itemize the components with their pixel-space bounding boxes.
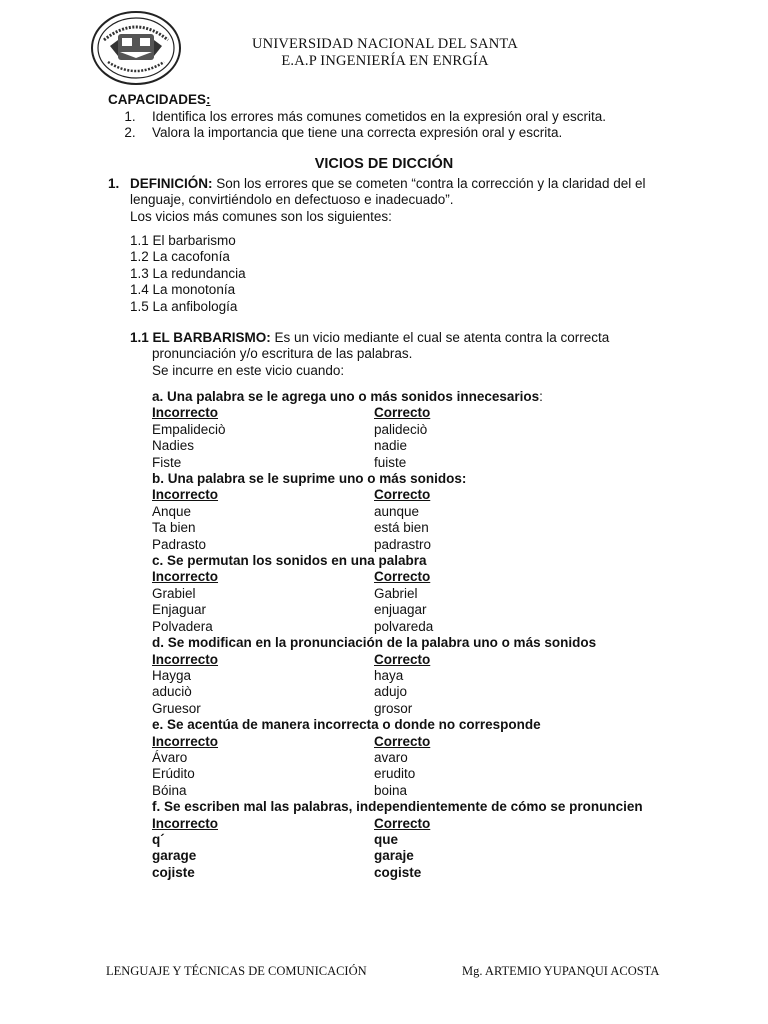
university-name: UNIVERSIDAD NACIONAL DEL SANTA — [252, 36, 518, 52]
vicio-list-item: 1.3 La redundancia — [130, 265, 246, 281]
barbarismo-text-1: Es un vicio mediante el cual se atenta contra la correcta — [274, 330, 610, 345]
correct-word: fuiste — [374, 454, 407, 470]
incorrect-word: Nadies — [152, 438, 195, 454]
case-row — [152, 586, 672, 602]
definition-text-2: Los vicios más comunes son los siguientes: — [130, 208, 392, 224]
incorrect-word: Ávaro — [152, 749, 188, 765]
case-row — [152, 783, 672, 799]
case-title-text: d. Se modifican en la pronunciación de la palabra uno o más sonidos — [152, 635, 597, 651]
case-column-headers — [152, 734, 672, 750]
case-row — [152, 455, 672, 471]
incorrect-header: Incorrecto — [152, 651, 219, 667]
incorrect-word: Anque — [152, 503, 192, 519]
incorrect-word: aduciò — [152, 684, 192, 700]
capacidad-number: 2. — [124, 125, 136, 141]
case-row — [152, 438, 672, 454]
incorrect-word: garage — [152, 848, 197, 864]
incorrect-header: Incorrecto — [152, 569, 219, 585]
university-header — [200, 36, 570, 70]
incorrect-word: Grabiel — [152, 585, 196, 601]
barbarismo-paragraph — [130, 330, 660, 379]
incorrect-word: Hayga — [152, 667, 192, 683]
case-title — [152, 553, 672, 569]
incorrect-word: Ta bien — [152, 520, 196, 536]
footer-author: Mg. ARTEMIO YUPANQUI ACOSTA — [462, 964, 660, 978]
case-column-headers — [152, 652, 672, 668]
correct-word: haya — [374, 667, 404, 683]
correct-word: erudito — [374, 766, 416, 782]
correct-word: adujo — [374, 684, 408, 700]
case-row — [152, 619, 672, 635]
barbarismo-text-2: pronunciación y/o escritura de las palabras. — [152, 346, 413, 362]
case-title-text: a. Una palabra se le agrega uno o más sonidos innecesarios — [152, 389, 540, 404]
case-block — [152, 717, 672, 799]
correct-word: polvareda — [374, 618, 434, 634]
correct-word: aunque — [374, 503, 420, 519]
definition-number: 1. — [108, 176, 120, 191]
case-row — [152, 537, 672, 553]
footer-course: LENGUAJE Y TÉCNICAS DE COMUNICACIÓN — [106, 964, 367, 978]
case-block — [152, 799, 672, 881]
case-title-text: f. Se escriben mal las palabras, independientemente de cómo se pronuncien — [152, 799, 643, 815]
correct-word: cogiste — [374, 864, 422, 880]
case-block — [152, 635, 672, 717]
case-title-text: c. Se permutan los sonidos en una palabra — [152, 553, 427, 569]
case-title — [152, 717, 672, 733]
incorrect-word: Erúdito — [152, 766, 195, 782]
case-row — [152, 520, 672, 536]
incorrect-header: Incorrecto — [152, 815, 219, 831]
case-row — [152, 865, 672, 881]
capacidad-item — [108, 125, 606, 141]
case-column-headers — [152, 405, 672, 421]
case-row — [152, 422, 672, 438]
case-block — [152, 389, 672, 471]
correct-word: palideciò — [374, 421, 428, 437]
capacidades-label: CAPACIDADES — [108, 92, 207, 107]
vicio-list-item: 1.4 La monotonía — [130, 282, 236, 298]
incorrect-header: Incorrecto — [152, 487, 219, 503]
capacidades-list — [108, 109, 606, 142]
capacidades-colon: : — [206, 92, 211, 107]
correct-word: boina — [374, 782, 408, 798]
case-title — [152, 799, 672, 815]
incorrect-word: Gruesor — [152, 700, 201, 716]
case-title — [152, 635, 672, 651]
case-title-text: b. Una palabra se le suprime uno o más sonidos: — [152, 471, 467, 487]
correct-header: Correcto — [374, 733, 431, 749]
case-row — [152, 832, 672, 848]
definition-paragraph — [108, 176, 668, 225]
correct-word: está bien — [374, 520, 429, 536]
incorrect-word: Enjaguar — [152, 602, 207, 618]
capacidad-text: Valora la importancia que tiene una correcta expresión oral y escrita. — [152, 125, 563, 141]
vicio-list-item: 1.5 La anfibología — [130, 298, 238, 314]
capacidades-heading — [108, 92, 211, 108]
case-row — [152, 504, 672, 520]
barbarismo-text-3: Se incurre en este vicio cuando: — [152, 362, 345, 378]
case-row — [152, 766, 672, 782]
correct-word: Gabriel — [374, 585, 418, 601]
correct-word: padrastro — [374, 536, 432, 552]
case-title — [152, 389, 672, 405]
correct-word: enjuagar — [374, 602, 427, 618]
case-title — [152, 471, 672, 487]
incorrect-word: Polvadera — [152, 618, 213, 634]
case-column-headers — [152, 487, 672, 503]
case-row — [152, 684, 672, 700]
incorrect-header: Incorrecto — [152, 405, 219, 421]
incorrect-word: Empalideciò — [152, 421, 226, 437]
case-column-headers — [152, 569, 672, 585]
case-title-text: e. Se acentúa de manera incorrecta o donde no corresponde — [152, 717, 541, 733]
correct-word: garaje — [374, 848, 414, 864]
capacidad-item — [108, 109, 606, 125]
barbarismo-cases — [152, 389, 672, 881]
incorrect-word: cojiste — [152, 864, 195, 880]
capacidad-number: 1. — [124, 109, 136, 124]
correct-header: Correcto — [374, 487, 431, 503]
correct-header: Correcto — [374, 815, 431, 831]
capacidad-text: Identifica los errores más comunes cometidos en la expresión oral y escrita. — [152, 109, 606, 124]
case-column-headers — [152, 816, 672, 832]
section-title: VICIOS DE DICCIÓN — [314, 156, 454, 172]
incorrect-word: Padrasto — [152, 536, 207, 552]
case-row — [152, 750, 672, 766]
correct-header: Correcto — [374, 405, 431, 421]
vicio-list-item: 1.1 El barbarismo — [130, 233, 236, 248]
case-row — [152, 668, 672, 684]
case-row — [152, 602, 672, 618]
university-seal-logo — [90, 10, 182, 86]
vicios-list — [130, 233, 246, 315]
incorrect-header: Incorrecto — [152, 733, 219, 749]
correct-word: nadie — [374, 438, 408, 454]
incorrect-word: q´ — [152, 831, 165, 847]
definition-label: DEFINICIÓN: — [130, 176, 213, 191]
case-title-suffix: : — [539, 389, 543, 404]
incorrect-word: Fiste — [152, 454, 182, 470]
correct-word: que — [374, 831, 399, 847]
incorrect-word: Bóina — [152, 782, 187, 798]
barbarismo-label: 1.1 EL BARBARISMO: — [130, 330, 271, 345]
case-row — [152, 848, 672, 864]
school-name: E.A.P INGENIERÍA EN ENRGÍA — [281, 53, 489, 69]
correct-header: Correcto — [374, 569, 431, 585]
correct-word: avaro — [374, 749, 408, 765]
definition-text: Son los errores que se cometen “contra la corrección y la claridad del el lenguaje, convirtiéndolo en defectuoso e inadecuado”. — [130, 176, 646, 208]
vicio-list-item: 1.2 La cacofonía — [130, 249, 230, 265]
case-block — [152, 553, 672, 635]
correct-header: Correcto — [374, 651, 431, 667]
correct-word: grosor — [374, 700, 413, 716]
case-block — [152, 471, 672, 553]
case-row — [152, 701, 672, 717]
